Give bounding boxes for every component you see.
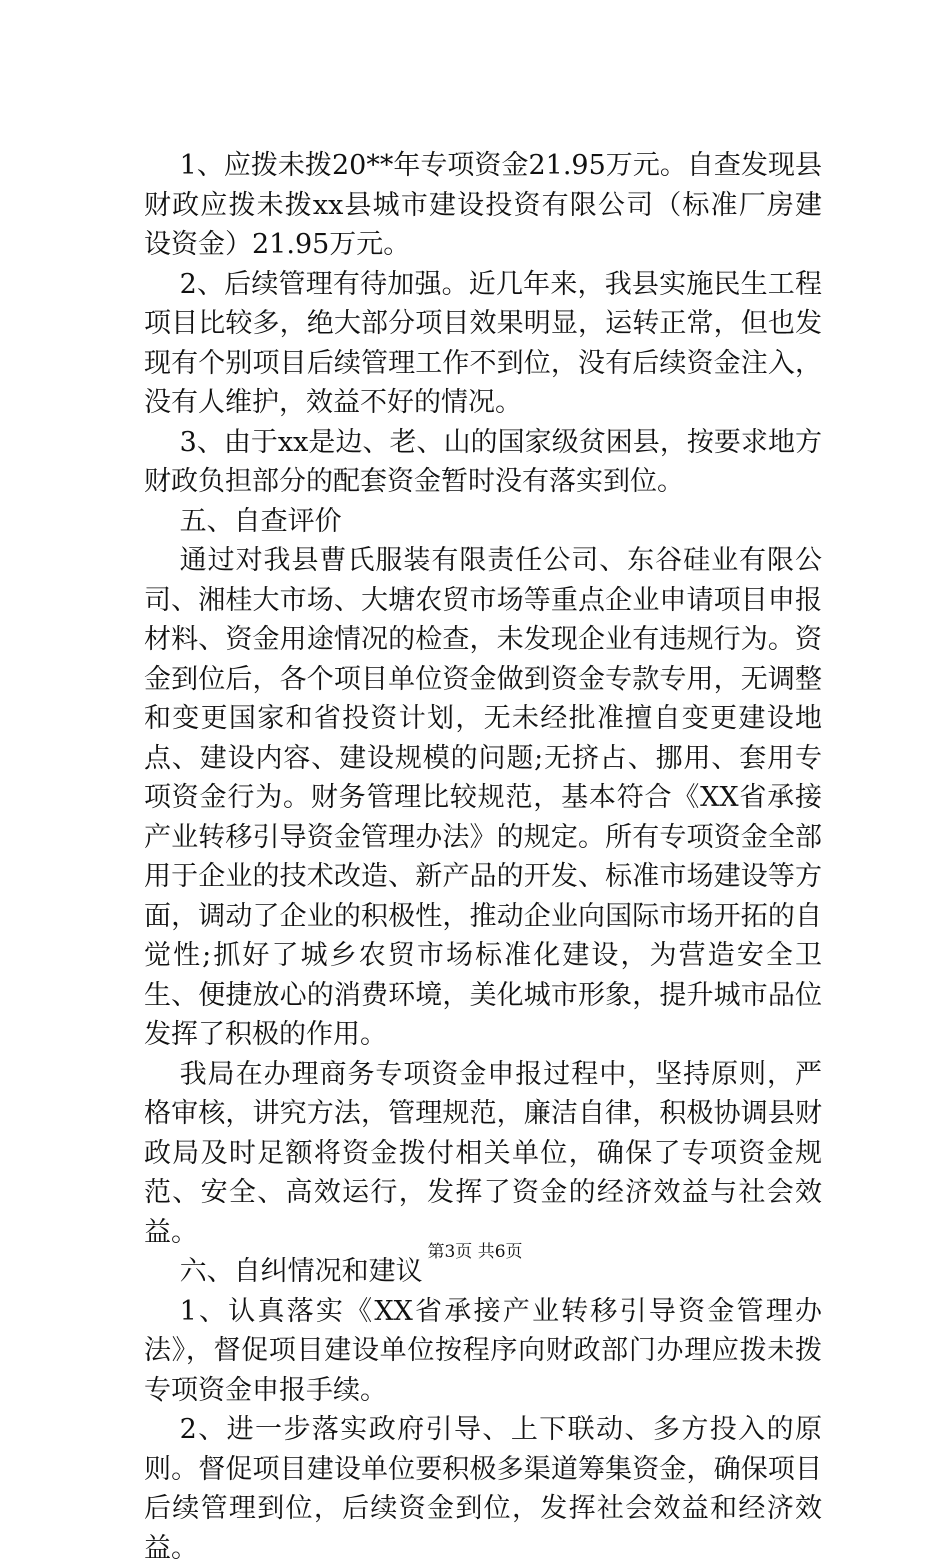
section-heading-5: 五、自查评价 (179, 505, 342, 537)
page-footer (0, 1241, 950, 1263)
paragraph-5: 我局在办理商务专项资金申报过程中，坚持原则，严格审核，讲究方法，管理规范，廉洁自律，积极协调县财政局及时足额将资金拨付相关单位，确保了专项资金规范、安全、高效运行，发挥了资金的经济效益与社会效益。 (144, 1058, 822, 1248)
paragraph-1: 1、应拨未拨20**年专项资金21.95万元。自查发现县财政应拨未拨xx县城市建设投资有限公司（标准厂房建设资金）21.95万元。 (144, 150, 822, 260)
section-heading-6: 六、自纠情况和建议 (179, 1256, 423, 1287)
paragraph-6: 1、认真落实《XX省承接产业转移引导资金管理办法》，督促项目建设单位按程序向财政部门办理应拨未拨专项资金申报手续。 (144, 1295, 822, 1406)
paragraph-7: 2、进一步落实政府引导、上下联动、多方投入的原则。督促项目建设单位要积极多渠道筹集资金，确保项目后续管理到位，后续资金到位，发挥社会效益和经济效益。 (144, 1414, 822, 1564)
page-number: 第3页 共6页 (427, 1242, 523, 1262)
document-body (144, 146, 822, 1568)
paragraph-4: 通过对我县曹氏服装有限责任公司、东谷硅业有限公司、湘桂大市场、大塘农贸市场等重点企业申请项目申报材料、资金用途情况的检查，未发现企业有违规行为。资金到位后，各个项目单位资金做到资金专款专用，无调整和变更国家和省投资计划，无未经批准擅自变更建设地点、建设内容、建设规模的问题;无挤占、挪用、套用专项资金行为。财务管理比较规范，基本符合《XX省承接产业转移引导资金管理办法》的规定。所有专项资金全部用于企业的技术改造、新产品的开发、标准市场建设等方面，调动了企业的积极性，推动企业向国际市场开拓的自觉性;抓好了城乡农贸市场标准化建设，为营造安全卫生、便捷放心的消费环境，美化城市形象，提升城市品位发挥了积极的作用。 (144, 545, 822, 1050)
paragraph-3: 3、由于xx是边、老、山的国家级贫困县，按要求地方财政负担部分的配套资金暂时没有落实到位。 (144, 426, 822, 497)
paragraph-2: 2、后续管理有待加强。近几年来，我县实施民生工程项目比较多，绝大部分项目效果明显，运转正常，但也发现有个别项目后续管理工作不到位，没有后续资金注入，没有人维护，效益不好的情况。 (144, 268, 822, 418)
